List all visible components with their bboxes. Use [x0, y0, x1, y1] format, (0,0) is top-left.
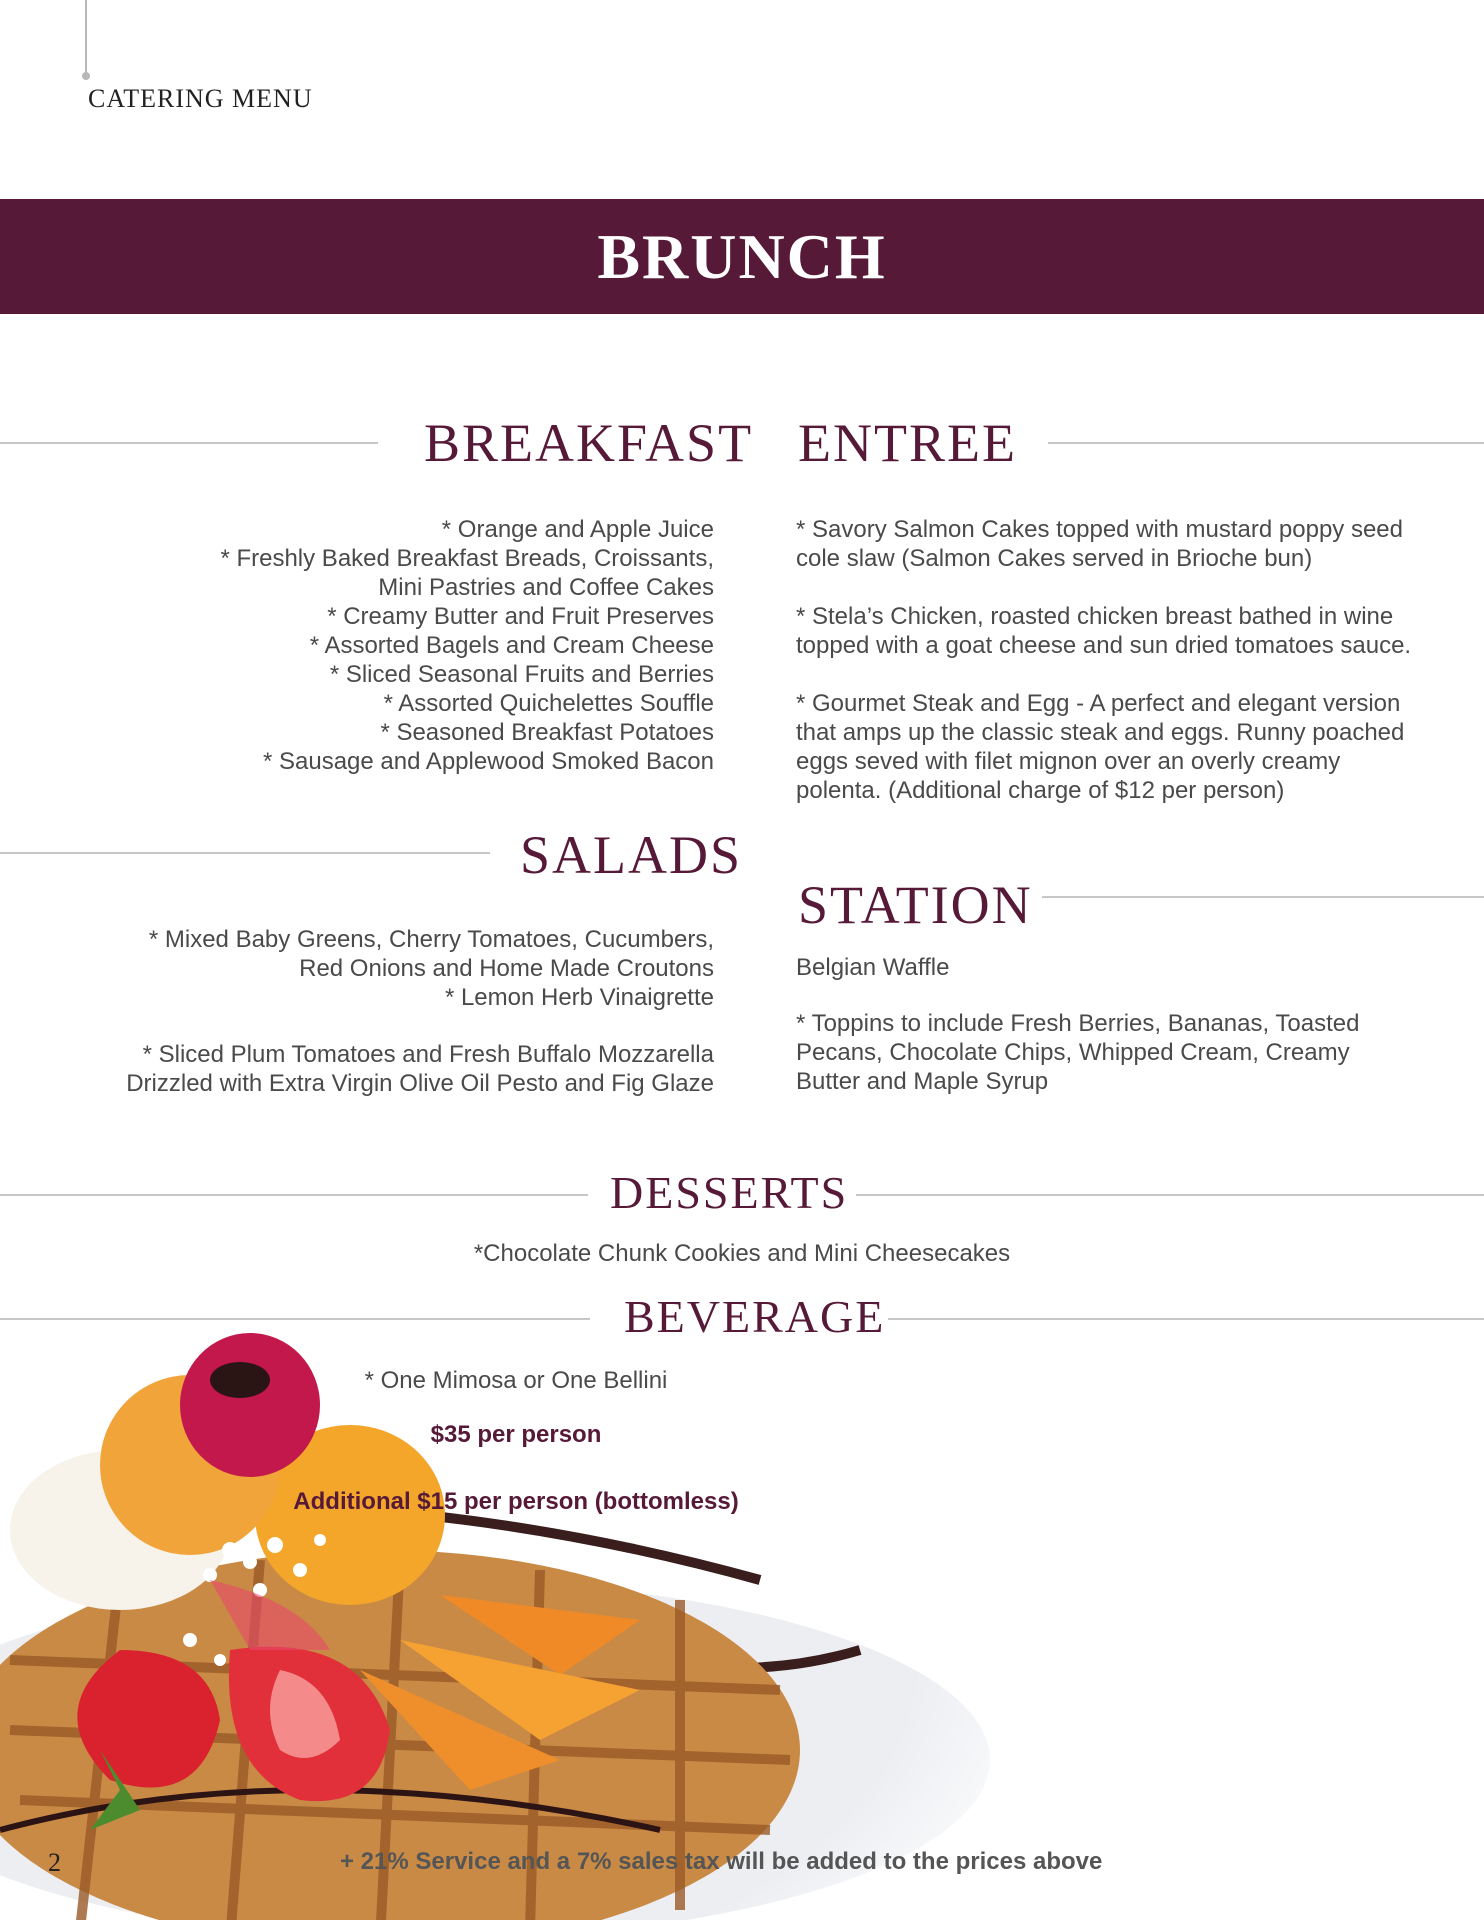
- breakfast-divider: [0, 442, 378, 444]
- list-item: * Mixed Baby Greens, Cherry Tomatoes, Cucumbers,: [148, 926, 714, 953]
- list-item: * Creamy Butter and Fruit Preserves: [327, 603, 714, 630]
- entree-heading: ENTREE: [798, 413, 1017, 473]
- header-vertical-rule: [85, 0, 87, 76]
- beverage-divider-right: [888, 1318, 1484, 1320]
- desserts-divider-left: [0, 1194, 588, 1196]
- desserts-heading: DESSERTS: [610, 1167, 849, 1218]
- list-item: Mini Pastries and Coffee Cakes: [378, 574, 714, 601]
- salads-divider: [0, 852, 490, 854]
- beverage-heading: BEVERAGE: [624, 1291, 886, 1342]
- list-item: * Assorted Bagels and Cream Cheese: [309, 632, 714, 659]
- list-item: * Sliced Seasonal Fruits and Berries: [329, 661, 714, 688]
- station-description: * Toppins to include Fresh Berries, Bananas, Toasted Pecans, Chocolate Chips, Whipped Cream, Creamy Butter and Maple Syrup: [796, 1010, 1360, 1095]
- list-item: Drizzled with Extra Virgin Olive Oil Pesto and Fig Glaze: [126, 1070, 714, 1097]
- beverage-price: $35 per person: [430, 1421, 602, 1448]
- page-title: BRUNCH: [597, 220, 887, 292]
- list-item: * Assorted Quichelettes Souffle: [383, 690, 714, 717]
- list-item: * Freshly Baked Breakfast Breads, Croissants,: [220, 545, 714, 572]
- list-item: * Sliced Plum Tomatoes and Fresh Buffalo Mozzarella: [142, 1041, 714, 1068]
- spacer: [100, 1012, 714, 1040]
- breakfast-heading: BREAKFAST: [424, 413, 754, 473]
- list-item: * Savory Salmon Cakes topped with mustard poppy seed cole slaw (Salmon Cakes served in Brioche bun): [796, 516, 1403, 572]
- list-item: Red Onions and Home Made Croutons: [299, 955, 714, 982]
- document-label: CATERING MENU: [88, 84, 313, 113]
- beverage-item: * One Mimosa or One Bellini: [364, 1367, 668, 1394]
- entree-divider: [1048, 442, 1484, 444]
- list-item: * Sausage and Applewood Smoked Bacon: [263, 748, 714, 775]
- beverage-additional-price: Additional $15 per person (bottomless): [293, 1488, 739, 1515]
- tax-note: + 21% Service and a 7% sales tax will be added to the prices above: [340, 1848, 1103, 1875]
- desserts-divider-right: [856, 1194, 1484, 1196]
- list-item: * Stela’s Chicken, roasted chicken breast bathed in wine topped with a goat cheese and sun dried tomatoes sauce.: [796, 603, 1412, 659]
- station-heading: STATION: [798, 875, 1033, 935]
- list-item: * Lemon Herb Vinaigrette: [444, 984, 714, 1011]
- title-banner: [0, 199, 1484, 314]
- beverage-divider-left: [0, 1318, 590, 1320]
- list-item: * Gourmet Steak and Egg - A perfect and elegant version that amps up the classic steak and eggs. Runny poached eggs seved with filet mignon over an overly creamy polenta. (Additional charge of $12 per person): [796, 690, 1405, 804]
- station-title: Belgian Waffle: [796, 954, 950, 981]
- salads-heading: SALADS: [520, 825, 743, 885]
- header-rule-dot: [82, 72, 90, 80]
- list-item: * Orange and Apple Juice: [441, 516, 714, 543]
- station-divider: [1042, 896, 1484, 898]
- list-item: * Seasoned Breakfast Potatoes: [380, 719, 714, 746]
- page-number: 2: [48, 1848, 61, 1877]
- waffle-photo: [0, 1330, 1000, 1920]
- entree-list: [796, 515, 1426, 805]
- desserts-item: *Chocolate Chunk Cookies and Mini Cheesecakes: [473, 1240, 1011, 1267]
- salads-list: [100, 925, 714, 1098]
- station-block: [796, 953, 1396, 1096]
- breakfast-list: [150, 515, 714, 776]
